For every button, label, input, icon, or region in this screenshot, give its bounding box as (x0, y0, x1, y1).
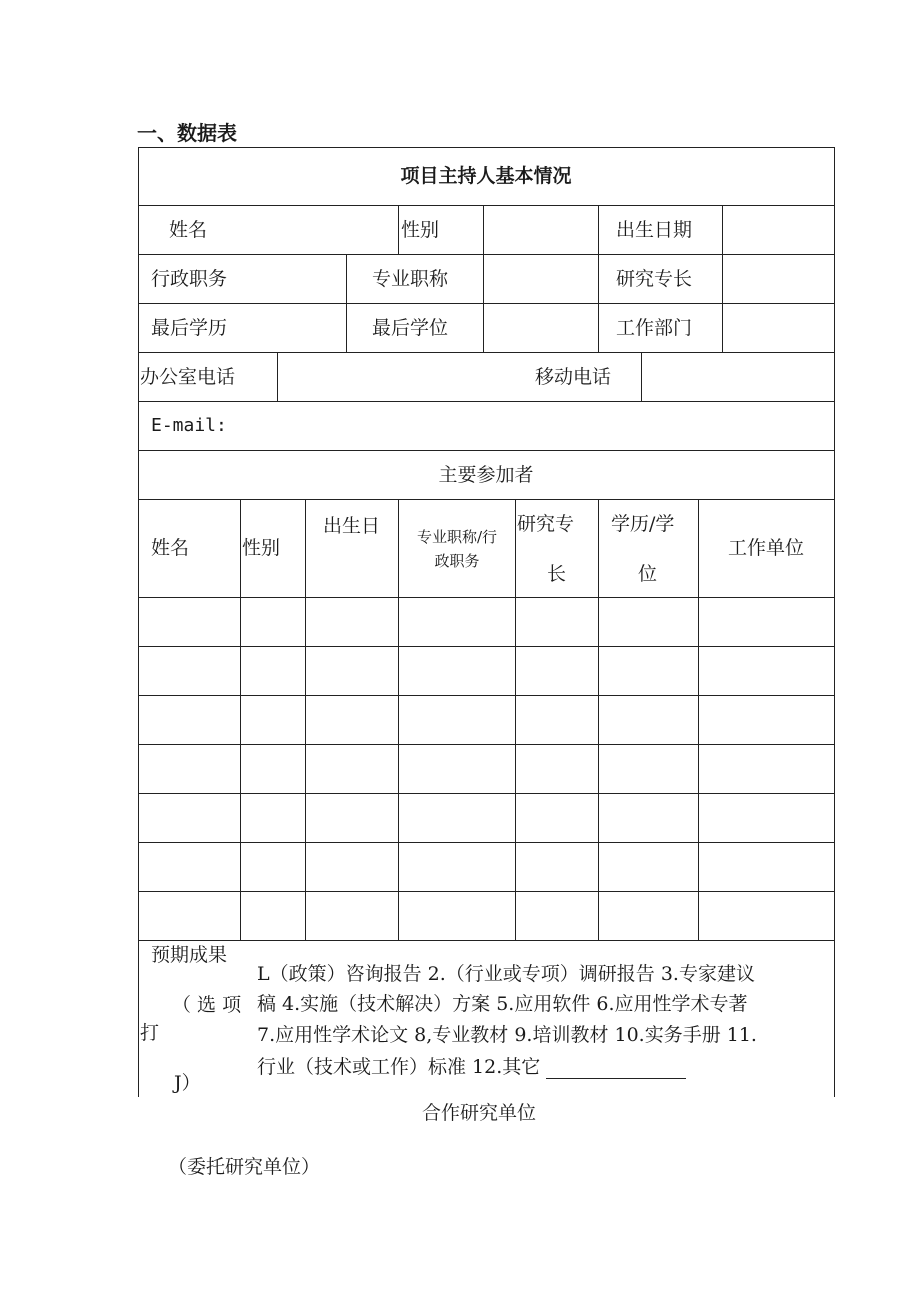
cooperation-label: 合作研究单位 (422, 1102, 537, 1124)
host-degree-label: 最后学位 (372, 317, 449, 339)
host-admin-post-label: 行政职务 (151, 268, 228, 290)
outcomes-text-line4-content: 行业（技术或工作）标准 12.其它 (257, 1056, 541, 1078)
participants-header-research-line1: 研究专 (517, 513, 575, 535)
outcomes-label-line1: 预期成果 (151, 944, 228, 966)
table-row (139, 745, 834, 793)
cooperation-sub-label: （委托研究单位） (168, 1156, 321, 1178)
outcomes-text-line4 (257, 1055, 686, 1079)
participants-header-name: 姓名 (151, 537, 190, 559)
participants-title: 主要参加者 (438, 464, 534, 486)
table-row (139, 647, 834, 695)
host-gender-label: 性别 (401, 219, 440, 241)
participants-header-gender: 性别 (242, 537, 281, 559)
participants-header-research-line2: 长 (547, 563, 567, 585)
outcomes-label-line3: 打 (140, 1022, 160, 1044)
table-row (139, 598, 834, 646)
host-dept-label: 工作部门 (616, 317, 693, 339)
outcomes-label-line4: J） (174, 1072, 201, 1094)
table-title: 项目主持人基本情况 (400, 165, 572, 187)
participants-header-birth: 出生日 (323, 515, 381, 537)
other-blank-field[interactable] (546, 1060, 686, 1079)
host-mobile-label: 移动电话 (535, 366, 612, 388)
host-birth-label: 出生日期 (616, 219, 693, 241)
host-office-phone-label: 办公室电话 (140, 366, 236, 388)
table-row (139, 696, 834, 744)
participants-header-title-post-line2: 政职务 (434, 552, 480, 570)
outcomes-text-line2: 稿 4.实施（技术解决）方案 5.应用软件 6.应用性学术专著 (257, 993, 748, 1015)
outcomes-text-line1: L（政策）咨询报告 2.（行业或专项）调研报告 3.专家建议 (257, 963, 755, 985)
host-education-label: 最后学历 (151, 317, 228, 339)
host-research-label: 研究专长 (616, 268, 693, 290)
participants-header-work-unit: 工作单位 (727, 537, 804, 559)
outcomes-text-line3: 7.应用性学术论文 8,专业教材 9.培训教材 10.实务手册 11. (257, 1024, 757, 1046)
host-prof-title-label: 专业职称 (372, 268, 449, 290)
host-email-label: E-mail: (151, 415, 227, 436)
participants-header-edu-line1: 学历/学 (611, 513, 675, 535)
table-row (139, 892, 834, 940)
outcomes-label-line2: （ 选 项 (172, 994, 242, 1016)
host-name-label: 姓名 (169, 219, 208, 241)
participants-header-title-post-line1: 专业职称/行 (416, 528, 498, 546)
table-row (139, 794, 834, 842)
table-row (139, 843, 834, 891)
section-title: 一、数据表 (137, 121, 237, 145)
participants-header-edu-line2: 位 (638, 563, 658, 585)
